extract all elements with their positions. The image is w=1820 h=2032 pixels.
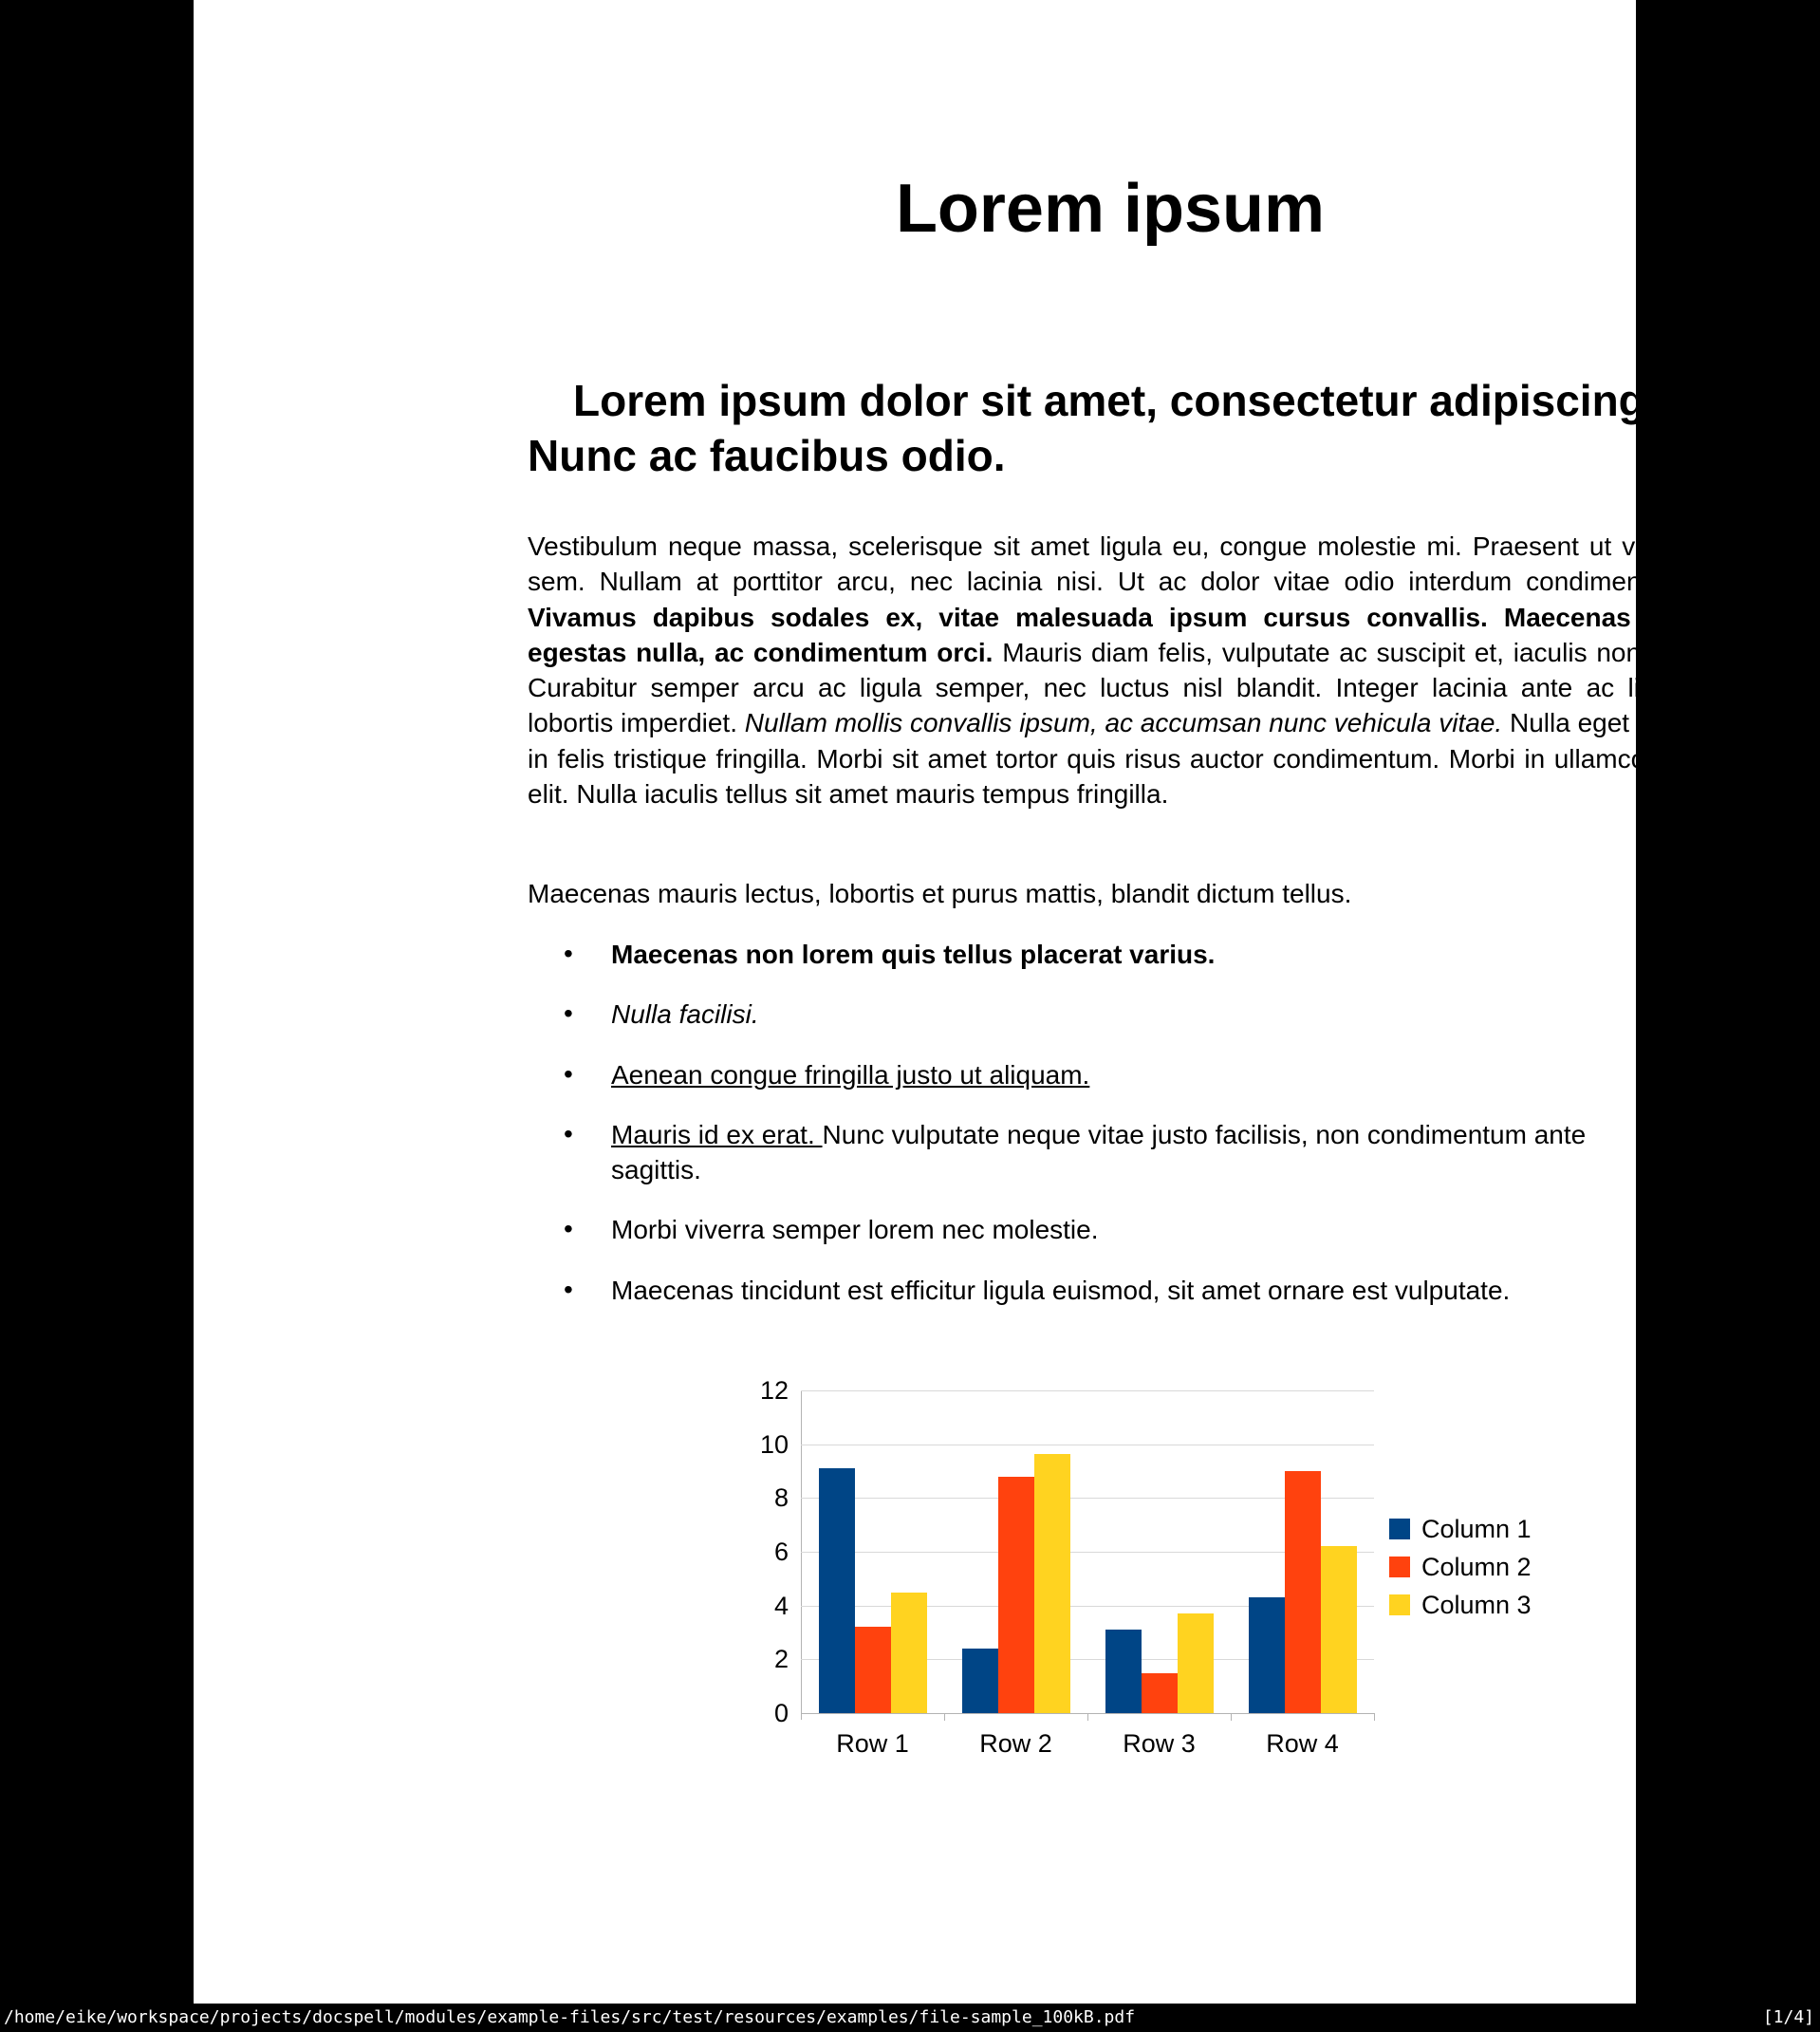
chart-plot-area bbox=[801, 1390, 1374, 1713]
body-paragraph: Maecenas mauris lectus, lobortis et purus mattis, blandit dictum tellus. bbox=[528, 879, 1352, 908]
text-run-italic: Nulla facilisi. bbox=[611, 999, 759, 1030]
statusbar-filepath: /home/eike/workspace/projects/docspell/modules/example-files/src/test/resources/examples/file-sample_100kB.pdf bbox=[4, 2007, 1136, 2027]
y-axis-tick-label: 0 bbox=[773, 1699, 789, 1727]
document-title: Lorem ipsum bbox=[895, 171, 1326, 247]
bar-column-3-row-4 bbox=[1321, 1546, 1357, 1713]
list-item bbox=[528, 1057, 1657, 1092]
text-run-bold: Vivamus dapibus sodales ex, vitae malesuada ipsum cursus convallis. Maecenas sed egestas nulla, ac condimentum orci. bbox=[528, 602, 1693, 667]
list-item bbox=[528, 997, 1657, 1032]
text-run-normal: Nulla eget justo in felis tristique fringilla. Morbi sit amet tortor quis risus auctor condimentum. Morbi in ullamcorper elit. Nulla iaculis tellus sit amet mauris tempus fringilla. bbox=[528, 708, 1693, 810]
y-axis-tick-label: 8 bbox=[773, 1483, 789, 1513]
x-axis-category-label: Row 2 bbox=[979, 1729, 1052, 1758]
text-run-bold: Maecenas non lorem quis tellus placerat varius. bbox=[611, 940, 1216, 969]
text-run-normal: Vestibulum neque massa, scelerisque sit amet ligula eu, congue molestie mi. Praesent ut varius sem. Nullam at porttitor arcu, nec lacinia nisi. Ut ac dolor vitae odio interdum condimentum. bbox=[528, 531, 1693, 597]
bullet-list bbox=[528, 937, 1657, 1333]
x-axis-category-label: Row 4 bbox=[1266, 1729, 1339, 1758]
legend-label: Column 2 bbox=[1421, 1553, 1532, 1581]
legend-swatch-icon bbox=[1389, 1557, 1410, 1577]
bullet-icon: • bbox=[564, 998, 573, 1029]
list-item bbox=[528, 1273, 1657, 1308]
bar-column-1-row-4 bbox=[1249, 1597, 1285, 1713]
bar-column-2-row-3 bbox=[1142, 1673, 1178, 1714]
bar-column-2-row-4 bbox=[1285, 1471, 1321, 1713]
bullet-icon: • bbox=[564, 1118, 573, 1148]
viewer-statusbar bbox=[0, 2004, 1820, 2032]
bullet-icon: • bbox=[564, 1058, 573, 1089]
legend-label: Column 3 bbox=[1421, 1591, 1532, 1619]
bar-column-1-row-1 bbox=[819, 1468, 855, 1713]
document-subtitle: Lorem ipsum dolor sit amet, consectetur adipiscing elit. Nunc ac faucibus odio. bbox=[528, 376, 1733, 480]
bar-column-3-row-2 bbox=[1034, 1454, 1070, 1713]
chart-gridline bbox=[801, 1390, 1374, 1391]
text-run-normal: Nunc vulputate neque vitae justo facilisis, non condimentum ante sagittis. bbox=[611, 1119, 1587, 1185]
body-paragraph bbox=[528, 529, 1693, 811]
bullet-icon: • bbox=[564, 939, 573, 968]
list-item bbox=[528, 1117, 1657, 1188]
text-run-normal: Maecenas tincidunt est efficitur ligula euismod, sit amet ornare est vulputate. bbox=[611, 1275, 1511, 1305]
y-axis-tick-label: 6 bbox=[773, 1538, 789, 1566]
y-axis-tick-label: 10 bbox=[759, 1429, 789, 1459]
statusbar-page-indicator: [1/4] bbox=[1762, 2007, 1814, 2027]
bar-column-3-row-1 bbox=[891, 1593, 927, 1714]
bar-column-1-row-2 bbox=[962, 1649, 998, 1713]
x-axis-tick bbox=[944, 1713, 945, 1721]
legend-label: Column 1 bbox=[1421, 1515, 1532, 1543]
text-run-normal: Morbi viverra semper lorem nec molestie. bbox=[611, 1215, 1099, 1245]
y-axis-tick-label: 2 bbox=[773, 1645, 789, 1674]
text-run-italic: Nullam mollis convallis ipsum, ac accumsan nunc vehicula vitae. bbox=[744, 708, 1503, 738]
y-axis-tick-label: 12 bbox=[759, 1376, 789, 1405]
document-page[interactable] bbox=[194, 0, 1733, 2004]
text-run-underline: Mauris id ex erat. bbox=[611, 1119, 823, 1149]
legend-swatch-icon bbox=[1389, 1594, 1410, 1615]
list-item bbox=[528, 1212, 1657, 1247]
x-axis-tick bbox=[1374, 1713, 1375, 1721]
x-axis-tick bbox=[1231, 1713, 1232, 1721]
x-axis-category-label: Row 1 bbox=[836, 1729, 909, 1758]
text-run-underline: Aenean congue fringilla justo ut aliquam. bbox=[611, 1059, 1090, 1090]
text-run-normal: Mauris diam felis, vulputate ac suscipit et, iaculis non est. Curabitur semper arcu ac ligula semper, nec luctus nisl blandit. Integer lacinia ante ac libero lobortis imperdiet. bbox=[528, 637, 1693, 738]
bullet-icon: • bbox=[564, 1274, 573, 1304]
bullet-icon: • bbox=[564, 1214, 573, 1244]
y-axis-tick-label: 4 bbox=[773, 1591, 789, 1620]
x-axis-tick bbox=[1087, 1713, 1088, 1721]
bar-column-2-row-1 bbox=[855, 1627, 891, 1713]
x-axis-category-label: Row 3 bbox=[1123, 1729, 1196, 1758]
list-item bbox=[528, 937, 1657, 972]
bar-chart bbox=[725, 1357, 1579, 1775]
bar-column-1-row-3 bbox=[1105, 1630, 1142, 1713]
legend-swatch-icon bbox=[1389, 1519, 1410, 1539]
bar-column-2-row-2 bbox=[998, 1477, 1034, 1713]
bar-column-3-row-3 bbox=[1178, 1613, 1214, 1713]
